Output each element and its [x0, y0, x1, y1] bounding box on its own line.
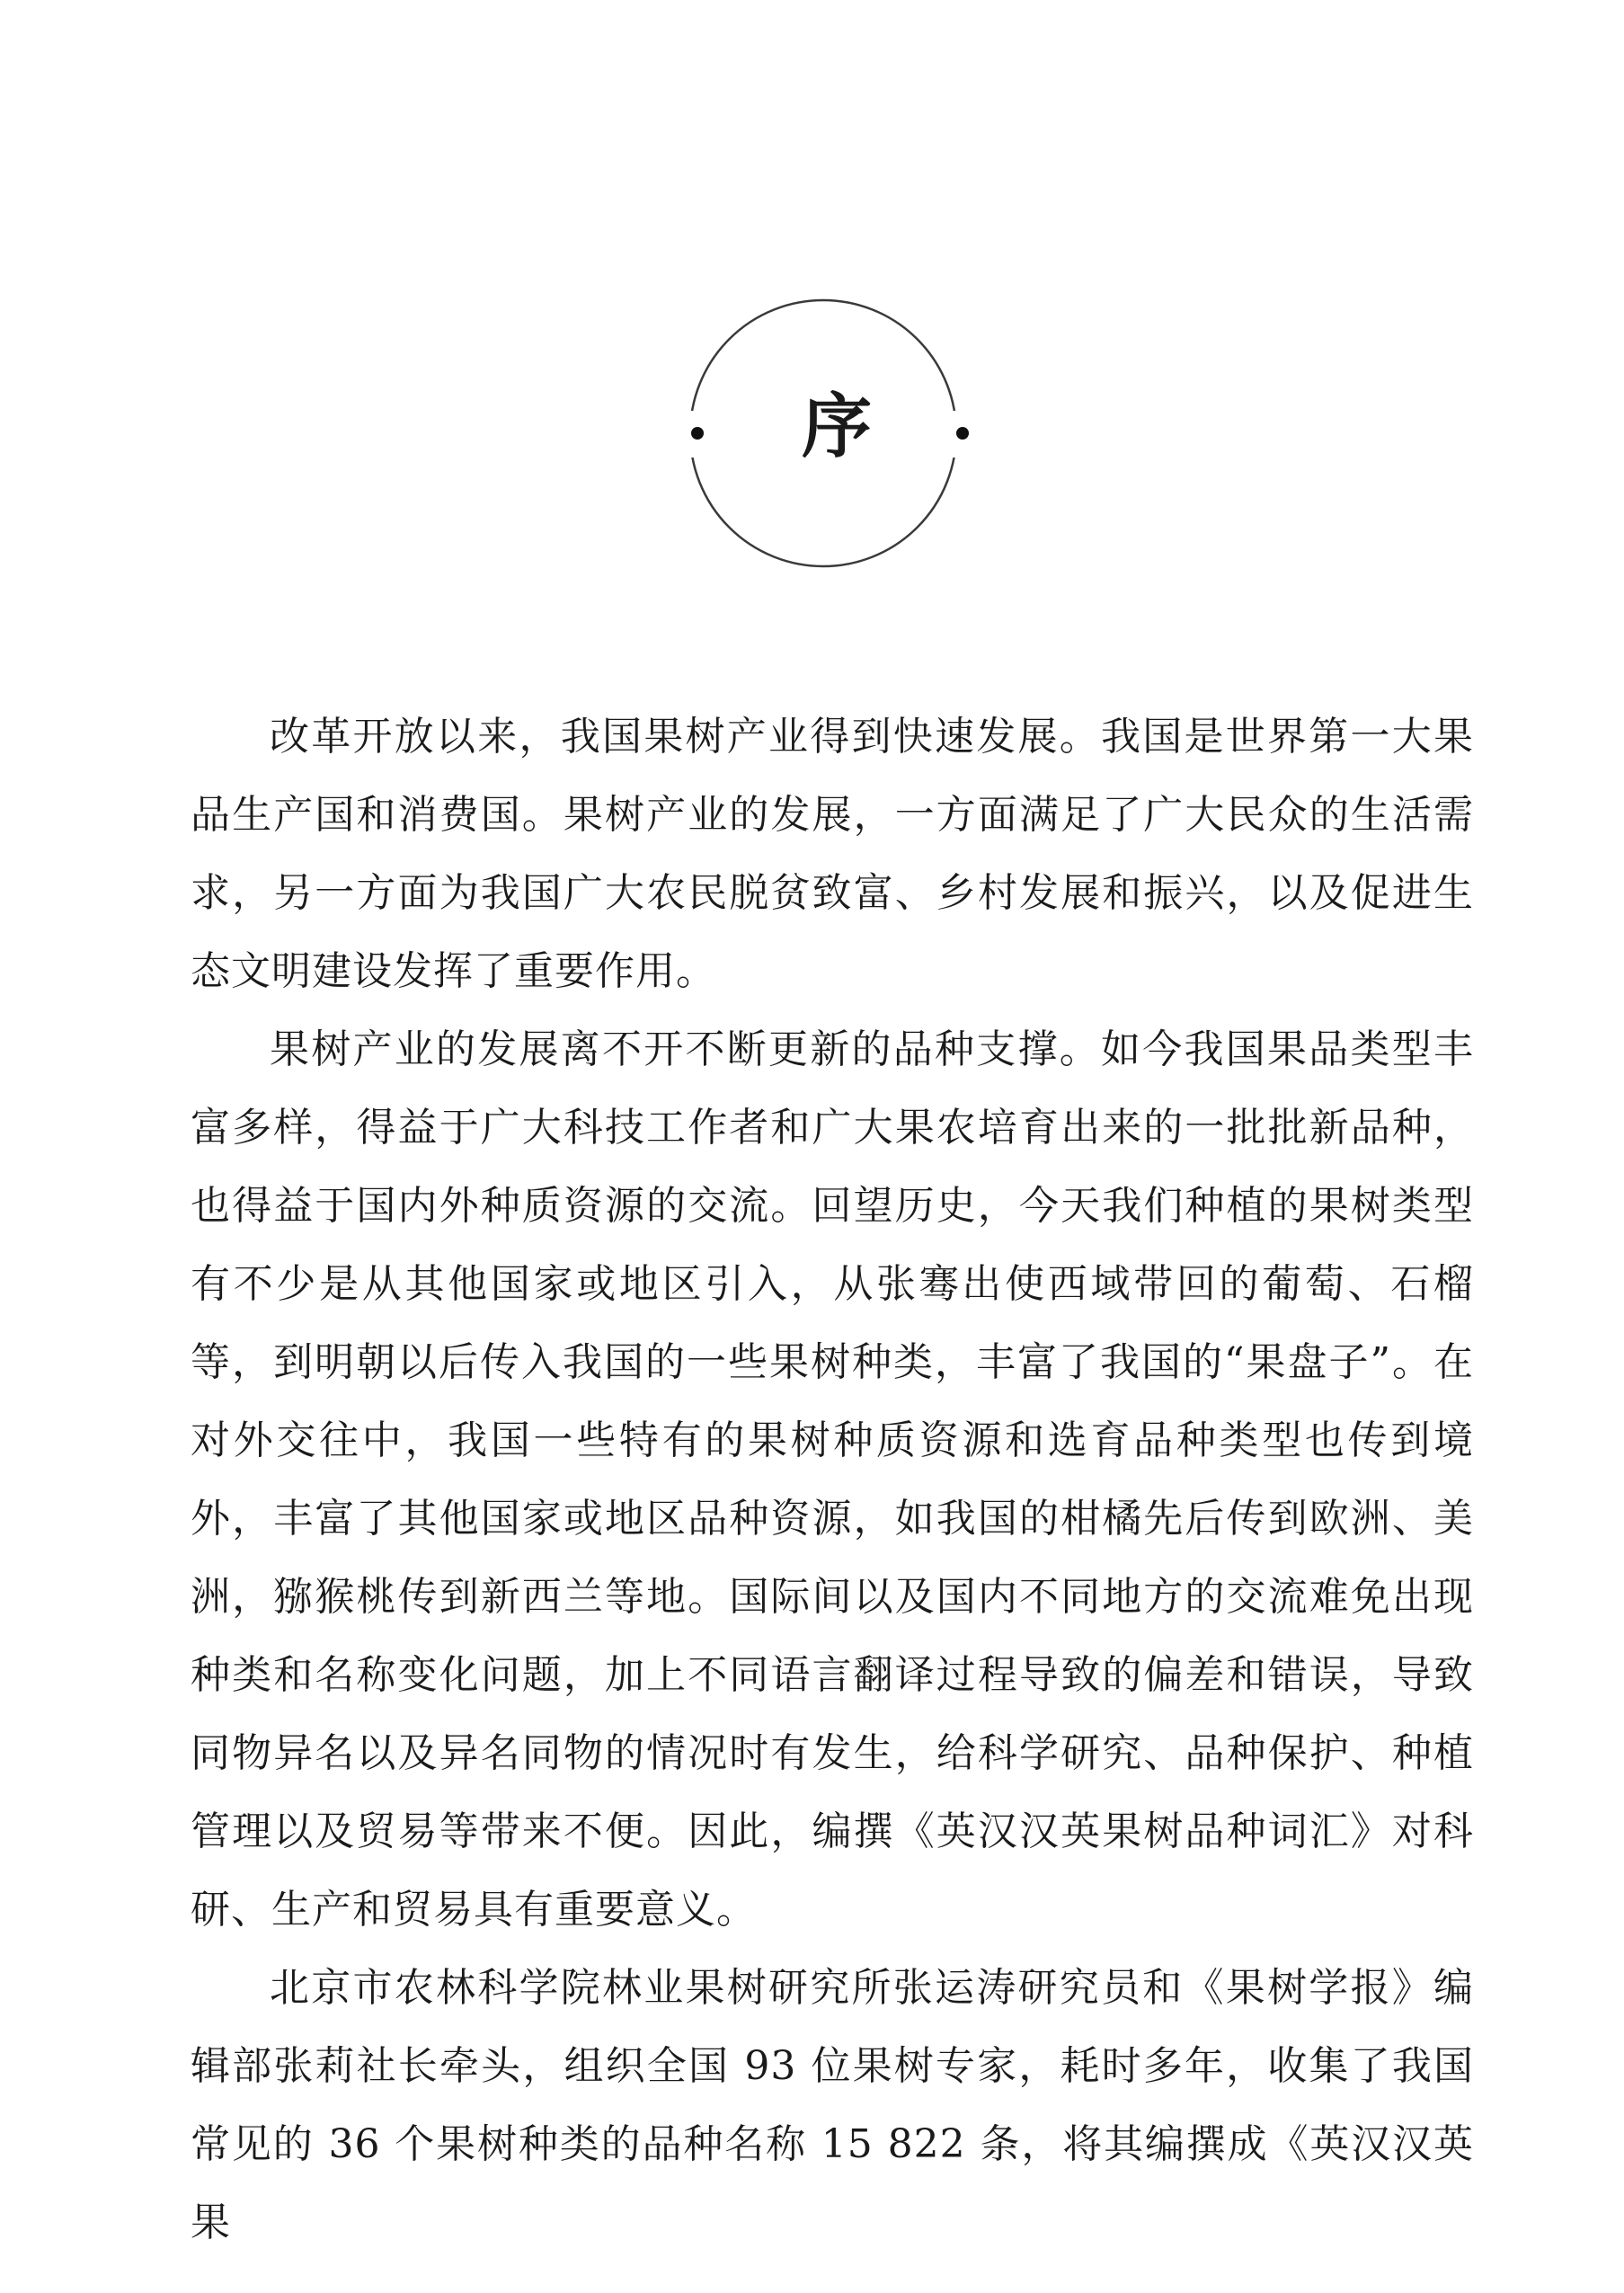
- paragraph-1: 改革开放以来，我国果树产业得到快速发展。我国是世界第一大果品生产国和消费国。果树产业的发展，一方面满足了广大民众的生活需求，另一方面为我国广大农民脱贫致富、乡村发展和振兴，以及促进生态文明建设发挥了重要作用。: [191, 714, 1474, 994]
- body-text: [191, 698, 1474, 2262]
- heading-emblem: [684, 294, 989, 582]
- paragraph-3: 北京市农林科学院林业果树研究所张运涛研究员和《果树学报》编辑部张莉社长牵头，组织全国 93 位果树专家，耗时多年，收集了我国常见的 36 个果树种类的品种名称 15 822 条，将其编撰成《英汉汉英果: [191, 1965, 1474, 2245]
- page-title: 序: [801, 386, 872, 467]
- paragraph-2: 果树产业的发展离不开不断更新的品种支撑。如今我国果品类型丰富多样，得益于广大科技工作者和广大果农培育出来的一批批新品种，也得益于国内外种质资源的交流。回望历史，今天我们种植的果树类型有不少是从其他国家或地区引入，从张骞出使西域带回的葡萄、石榴等，到明朝以后传入我国的一些果树种类，丰富了我国的“果盘子”。在对外交往中，我国一些特有的果树种质资源和选育品种类型也传到境外，丰富了其他国家或地区品种资源，如我国的柑橘先后传到欧洲、美洲，猕猴桃传到新西兰等地。国际间以及国内不同地方的交流难免出现种类和名称变化问题，加上不同语言翻译过程导致的偏差和错误，导致同物异名以及异名同物的情况时有发生，给科学研究、品种保护、种植管理以及贸易等带来不便。因此，编撰《英汉汉英果树品种词汇》对科研、生产和贸易具有重要意义。: [191, 1027, 1474, 1933]
